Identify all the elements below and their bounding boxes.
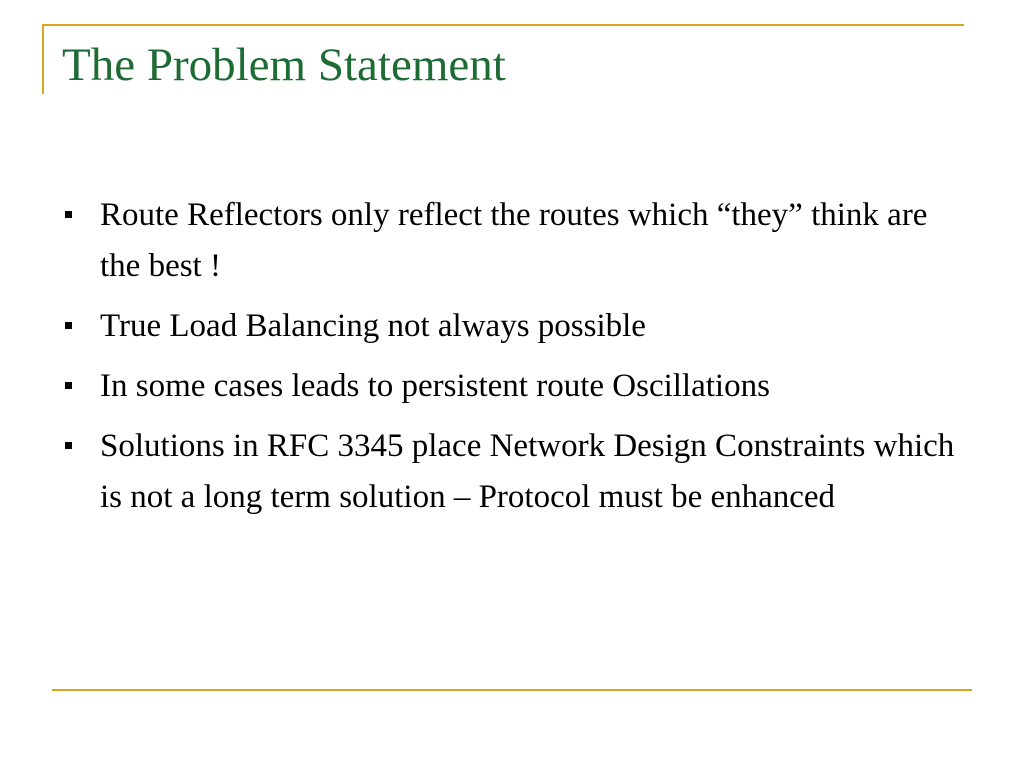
bullet-text: Route Reflectors only reflect the routes which “they” think are the best ! bbox=[100, 197, 928, 284]
square-bullet-icon bbox=[65, 322, 72, 329]
bottom-divider bbox=[52, 689, 972, 691]
bullet-text: True Load Balancing not always possible bbox=[100, 308, 646, 344]
bullet-item bbox=[62, 301, 962, 352]
bullet-text: In some cases leads to persistent route Oscillations bbox=[100, 368, 770, 404]
square-bullet-icon bbox=[65, 382, 72, 389]
slide-title: The Problem Statement bbox=[62, 39, 506, 91]
bullet-item bbox=[62, 190, 962, 292]
bullet-item bbox=[62, 421, 962, 523]
bullet-text: Solutions in RFC 3345 place Network Design Constraints which is not a long term solution – Protocol must be enhanced bbox=[100, 428, 955, 515]
bullet-item bbox=[62, 361, 962, 412]
bullet-list bbox=[62, 190, 962, 532]
square-bullet-icon bbox=[65, 211, 72, 218]
left-divider bbox=[42, 24, 44, 94]
square-bullet-icon bbox=[65, 442, 72, 449]
top-divider bbox=[42, 24, 964, 26]
